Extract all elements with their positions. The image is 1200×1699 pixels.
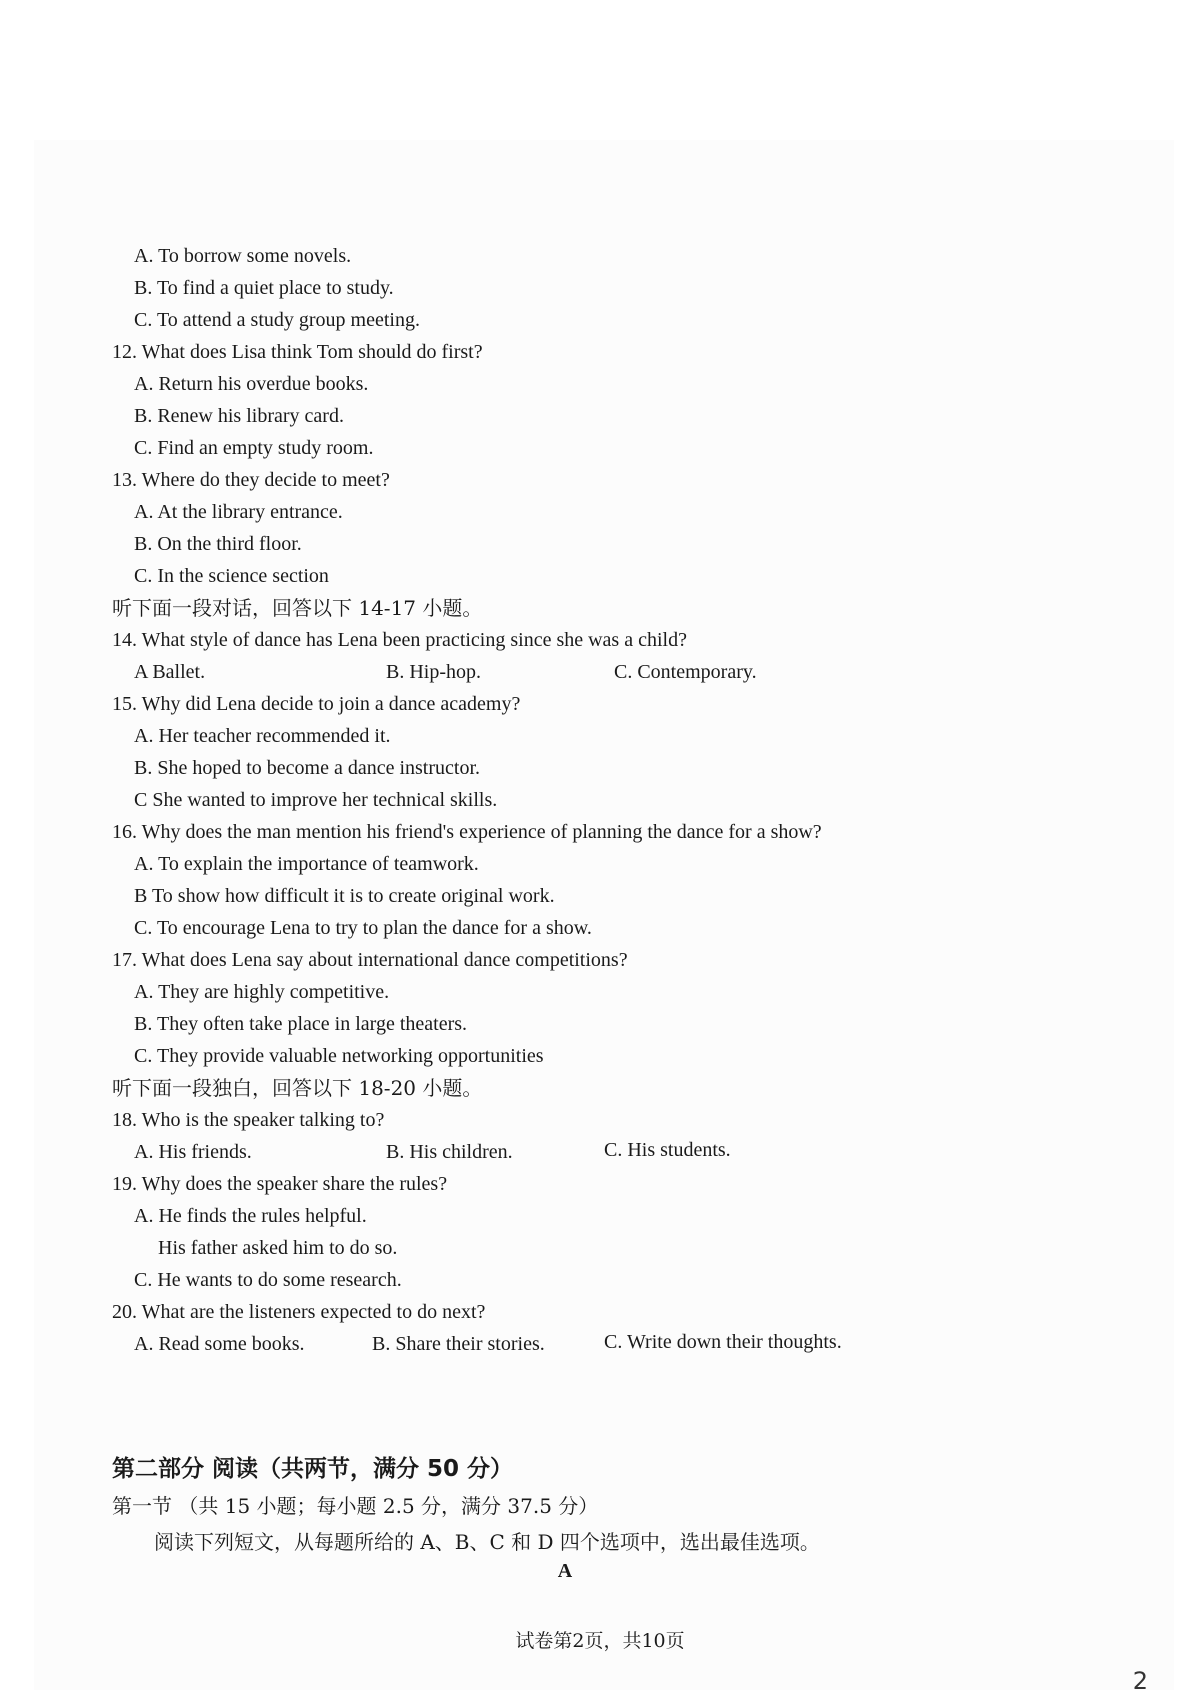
q12-stem: 12. What does Lisa think Tom should do first?: [112, 341, 483, 363]
q19-stem: 19. Why does the speaker share the rules?: [112, 1173, 448, 1195]
instruction-18-20: 听下面一段独白，回答以下 18-20 小题。: [112, 1076, 483, 1100]
q13-option-b: B. On the third floor.: [134, 533, 302, 555]
q18-option-c: C. His students.: [604, 1139, 731, 1161]
q19-option-b: His father asked him to do so.: [158, 1237, 398, 1259]
q14-stem: 14. What style of dance has Lena been practicing since she was a child?: [112, 629, 687, 651]
q12-option-b: B. Renew his library card.: [134, 405, 344, 427]
part2-title: 第二部分 阅读（共两节，满分 50 分）: [112, 1456, 514, 1482]
q18-stem: 18. Who is the speaker talking to?: [112, 1109, 385, 1131]
q15-option-c: C She wanted to improve her technical skills.: [134, 789, 498, 811]
q14-option-b: B. Hip-hop.: [386, 661, 481, 683]
q20-option-a: A. Read some books.: [134, 1333, 305, 1355]
q20-option-b: B. Share their stories.: [372, 1333, 545, 1355]
q12-option-a: A. Return his overdue books.: [134, 373, 369, 395]
q16-stem: 16. Why does the man mention his friend's experience of planning the dance for a show?: [112, 821, 822, 843]
page-number: 2: [1132, 1667, 1148, 1695]
q16-option-a: A. To explain the importance of teamwork.: [134, 853, 479, 875]
q15-option-b: B. She hoped to become a dance instructor.: [134, 757, 481, 779]
q17-option-c: C. They provide valuable networking opportunities: [134, 1045, 544, 1067]
q14-option-c: C. Contemporary.: [614, 661, 757, 683]
q20-option-c: C. Write down their thoughts.: [604, 1331, 842, 1353]
q16-option-c: C. To encourage Lena to try to plan the dance for a show.: [134, 917, 592, 939]
q18-option-a: A. His friends.: [134, 1141, 252, 1163]
q18-option-b: B. His children.: [386, 1141, 513, 1163]
q13-option-a: A. At the library entrance.: [134, 501, 343, 523]
q20-stem: 20. What are the listeners expected to do next?: [112, 1301, 486, 1323]
q11-option-c: C. To attend a study group meeting.: [134, 309, 420, 331]
q13-stem: 13. Where do they decide to meet?: [112, 469, 390, 491]
q17-stem: 17. What does Lena say about international dance competitions?: [112, 949, 628, 971]
q14-option-a: A Ballet.: [134, 661, 206, 683]
q17-option-b: B. They often take place in large theaters.: [134, 1013, 468, 1035]
instruction-14-17: 听下面一段对话，回答以下 14-17 小题。: [112, 596, 483, 620]
q13-option-c: C. In the science section: [134, 565, 329, 587]
section1-heading: 第一节 （共 15 小题；每小题 2.5 分，满分 37.5 分）: [112, 1494, 599, 1518]
q15-option-a: A. Her teacher recommended it.: [134, 725, 391, 747]
q11-option-a: A. To borrow some novels.: [134, 245, 352, 267]
q19-option-a: A. He finds the rules helpful.: [134, 1205, 367, 1227]
q15-stem: 15. Why did Lena decide to join a dance academy?: [112, 693, 521, 715]
reading-instruction: 阅读下列短文，从每题所给的 A、B、C 和 D 四个选项中，选出最佳选项。: [154, 1530, 820, 1554]
q12-option-c: C. Find an empty study room.: [134, 437, 374, 459]
q11-option-b: B. To find a quiet place to study.: [134, 277, 394, 299]
q16-option-b: B To show how difficult it is to create original work.: [134, 885, 555, 907]
page-footer: 试卷第2页，共10页: [515, 1630, 685, 1652]
q17-option-a: A. They are highly competitive.: [134, 981, 390, 1003]
passage-letter: A: [557, 1560, 573, 1582]
q19-option-c: C. He wants to do some research.: [134, 1269, 402, 1291]
